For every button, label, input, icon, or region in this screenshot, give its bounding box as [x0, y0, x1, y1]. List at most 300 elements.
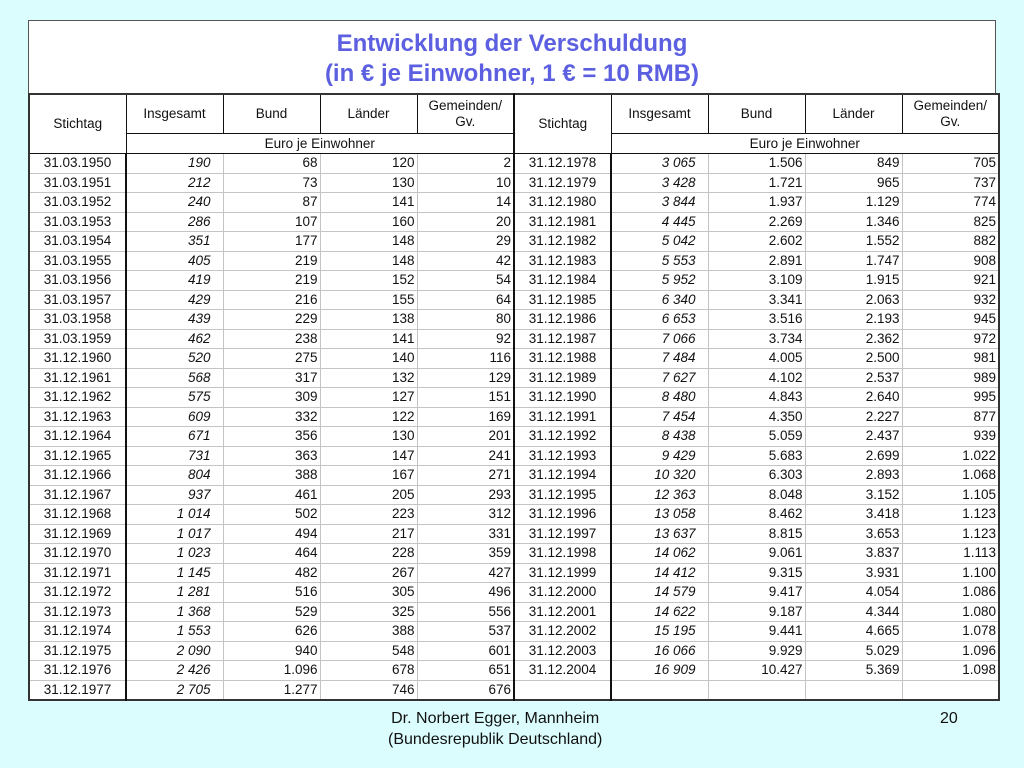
right-laender-cell: 3.931 [805, 563, 902, 583]
header-laender-left: Länder [320, 94, 417, 134]
right-date-cell: 31.12.1998 [514, 544, 611, 564]
left-date-cell: 31.03.1953 [29, 212, 126, 232]
table-row [29, 368, 999, 388]
left-date-cell: 31.03.1952 [29, 193, 126, 213]
header-gemeinden-left [417, 94, 514, 134]
right-insgesamt-cell: 10 320 [611, 466, 708, 486]
right-date-cell: 31.12.1995 [514, 485, 611, 505]
left-date-cell: 31.03.1950 [29, 154, 126, 174]
left-laender-cell: 141 [320, 193, 417, 213]
left-insgesamt-cell: 286 [126, 212, 223, 232]
left-bund-cell: 219 [223, 271, 320, 291]
left-gemeinden-cell: 271 [417, 466, 514, 486]
right-laender-cell: 2.640 [805, 388, 902, 408]
right-date-cell: 31.12.1990 [514, 388, 611, 408]
left-date-cell: 31.12.1967 [29, 485, 126, 505]
right-gemeinden-cell: 1.078 [902, 622, 999, 642]
right-insgesamt-cell: 13 058 [611, 505, 708, 525]
left-laender-cell: 127 [320, 388, 417, 408]
table-row [29, 583, 999, 603]
right-date-cell: 31.12.1999 [514, 563, 611, 583]
table-row [29, 661, 999, 681]
right-date-cell: 31.12.2003 [514, 641, 611, 661]
right-gemeinden-cell: 1.113 [902, 544, 999, 564]
table-row [29, 173, 999, 193]
left-date-cell: 31.03.1959 [29, 329, 126, 349]
left-date-cell: 31.12.1973 [29, 602, 126, 622]
right-gemeinden-cell: 945 [902, 310, 999, 330]
left-bund-cell: 73 [223, 173, 320, 193]
right-date-cell: 31.12.1987 [514, 329, 611, 349]
right-date-cell: 31.12.1992 [514, 427, 611, 447]
right-laender-cell: 2.893 [805, 466, 902, 486]
right-gemeinden-cell: 877 [902, 407, 999, 427]
right-laender-cell: 2.063 [805, 290, 902, 310]
right-insgesamt-cell: 14 062 [611, 544, 708, 564]
right-bund-cell: 9.417 [708, 583, 805, 603]
right-bund-cell: 8.462 [708, 505, 805, 525]
left-bund-cell: 940 [223, 641, 320, 661]
right-date-cell: 31.12.1994 [514, 466, 611, 486]
right-laender-cell: 849 [805, 154, 902, 174]
left-date-cell: 31.12.1975 [29, 641, 126, 661]
right-bund-cell: 10.427 [708, 661, 805, 681]
unit-label-left: Euro je Einwohner [126, 134, 514, 154]
right-bund-cell: 4.005 [708, 349, 805, 369]
left-insgesamt-cell: 520 [126, 349, 223, 369]
right-insgesamt-cell: 8 480 [611, 388, 708, 408]
right-gemeinden-cell: 774 [902, 193, 999, 213]
left-date-cell: 31.12.1961 [29, 368, 126, 388]
table-row [29, 563, 999, 583]
left-gemeinden-cell: 496 [417, 583, 514, 603]
right-gemeinden-cell: 825 [902, 212, 999, 232]
left-laender-cell: 746 [320, 680, 417, 700]
table-row [29, 193, 999, 213]
left-insgesamt-cell: 671 [126, 427, 223, 447]
right-date-cell: 31.12.2002 [514, 622, 611, 642]
right-laender-cell: 1.915 [805, 271, 902, 291]
header-insgesamt-right: Insgesamt [611, 94, 708, 134]
right-insgesamt-cell: 14 622 [611, 602, 708, 622]
right-gemeinden-cell: 705 [902, 154, 999, 174]
left-bund-cell: 494 [223, 524, 320, 544]
right-gemeinden-cell: 1.096 [902, 641, 999, 661]
left-date-cell: 31.03.1951 [29, 173, 126, 193]
left-laender-cell: 138 [320, 310, 417, 330]
right-laender-cell: 5.369 [805, 661, 902, 681]
right-insgesamt-cell: 3 065 [611, 154, 708, 174]
left-insgesamt-cell: 351 [126, 232, 223, 252]
left-date-cell: 31.12.1970 [29, 544, 126, 564]
right-bund-cell: 3.734 [708, 329, 805, 349]
footer-author-line1: Dr. Norbert Egger, Mannheim [391, 710, 600, 727]
right-laender-cell: 3.418 [805, 505, 902, 525]
right-gemeinden-cell: 989 [902, 368, 999, 388]
left-bund-cell: 216 [223, 290, 320, 310]
left-insgesamt-cell: 405 [126, 251, 223, 271]
left-bund-cell: 317 [223, 368, 320, 388]
debt-table [28, 93, 1000, 701]
left-insgesamt-cell: 1 368 [126, 602, 223, 622]
table-row [29, 485, 999, 505]
left-laender-cell: 130 [320, 173, 417, 193]
left-insgesamt-cell: 2 090 [126, 641, 223, 661]
left-gemeinden-cell: 601 [417, 641, 514, 661]
right-gemeinden-cell: 1.068 [902, 466, 999, 486]
right-date-cell: 31.12.1981 [514, 212, 611, 232]
right-date-cell: 31.12.2004 [514, 661, 611, 681]
footer-author [388, 708, 602, 750]
left-laender-cell: 160 [320, 212, 417, 232]
right-laender-cell: 2.537 [805, 368, 902, 388]
table-row [29, 544, 999, 564]
right-bund-cell: 9.441 [708, 622, 805, 642]
header-stichtag-right: Stichtag [514, 94, 611, 154]
left-gemeinden-cell: 331 [417, 524, 514, 544]
right-date-cell: 31.12.1985 [514, 290, 611, 310]
left-laender-cell: 305 [320, 583, 417, 603]
right-gemeinden-cell: 995 [902, 388, 999, 408]
right-insgesamt-cell: 6 653 [611, 310, 708, 330]
left-laender-cell: 678 [320, 661, 417, 681]
right-date-cell: 31.12.1997 [514, 524, 611, 544]
right-insgesamt-cell: 7 454 [611, 407, 708, 427]
header-stichtag-left: Stichtag [29, 94, 126, 154]
right-laender-cell: 2.193 [805, 310, 902, 330]
right-bund-cell: 3.109 [708, 271, 805, 291]
right-gemeinden-cell: 1.098 [902, 661, 999, 681]
left-laender-cell: 155 [320, 290, 417, 310]
left-insgesamt-cell: 937 [126, 485, 223, 505]
left-insgesamt-cell: 575 [126, 388, 223, 408]
right-gemeinden-cell: 1.123 [902, 524, 999, 544]
right-laender-cell: 3.837 [805, 544, 902, 564]
left-laender-cell: 122 [320, 407, 417, 427]
right-date-cell: 31.12.1991 [514, 407, 611, 427]
left-laender-cell: 132 [320, 368, 417, 388]
table-row [29, 290, 999, 310]
right-bund-cell: 5.059 [708, 427, 805, 447]
unit-label-right: Euro je Einwohner [611, 134, 999, 154]
table-row [29, 602, 999, 622]
left-laender-cell: 548 [320, 641, 417, 661]
right-gemeinden-cell: 737 [902, 173, 999, 193]
left-gemeinden-cell: 169 [417, 407, 514, 427]
left-insgesamt-cell: 429 [126, 290, 223, 310]
right-insgesamt-cell: 7 066 [611, 329, 708, 349]
left-insgesamt-cell: 568 [126, 368, 223, 388]
left-insgesamt-cell: 609 [126, 407, 223, 427]
right-bund-cell: 2.891 [708, 251, 805, 271]
left-date-cell: 31.12.1965 [29, 446, 126, 466]
right-laender-cell: 1.129 [805, 193, 902, 213]
left-date-cell: 31.12.1976 [29, 661, 126, 681]
left-bund-cell: 1.096 [223, 661, 320, 681]
left-date-cell: 31.12.1971 [29, 563, 126, 583]
right-bund-cell: 8.815 [708, 524, 805, 544]
left-date-cell: 31.12.1962 [29, 388, 126, 408]
table-row [29, 641, 999, 661]
left-bund-cell: 502 [223, 505, 320, 525]
right-insgesamt-cell: 7 627 [611, 368, 708, 388]
right-gemeinden-cell: 1.080 [902, 602, 999, 622]
left-laender-cell: 147 [320, 446, 417, 466]
right-insgesamt-cell: 5 042 [611, 232, 708, 252]
left-date-cell: 31.03.1954 [29, 232, 126, 252]
left-insgesamt-cell: 2 705 [126, 680, 223, 700]
left-gemeinden-cell: 651 [417, 661, 514, 681]
header-gemeinden-line2: Gv. [455, 114, 476, 129]
left-bund-cell: 332 [223, 407, 320, 427]
left-date-cell: 31.03.1958 [29, 310, 126, 330]
right-bund-cell: 4.350 [708, 407, 805, 427]
left-gemeinden-cell: 129 [417, 368, 514, 388]
left-gemeinden-cell: 359 [417, 544, 514, 564]
right-laender-cell: 4.665 [805, 622, 902, 642]
left-laender-cell: 148 [320, 232, 417, 252]
left-date-cell: 31.12.1960 [29, 349, 126, 369]
left-gemeinden-cell: 54 [417, 271, 514, 291]
right-gemeinden-cell: 1.123 [902, 505, 999, 525]
left-bund-cell: 107 [223, 212, 320, 232]
left-gemeinden-cell: 116 [417, 349, 514, 369]
right-date-cell: 31.12.1996 [514, 505, 611, 525]
left-laender-cell: 217 [320, 524, 417, 544]
right-laender-cell: 2.437 [805, 427, 902, 447]
left-insgesamt-cell: 439 [126, 310, 223, 330]
left-insgesamt-cell: 240 [126, 193, 223, 213]
left-date-cell: 31.12.1968 [29, 505, 126, 525]
header-bund-left: Bund [223, 94, 320, 134]
left-bund-cell: 529 [223, 602, 320, 622]
left-laender-cell: 205 [320, 485, 417, 505]
left-laender-cell: 120 [320, 154, 417, 174]
right-bund-cell: 5.683 [708, 446, 805, 466]
left-bund-cell: 238 [223, 329, 320, 349]
table-row [29, 271, 999, 291]
right-laender-cell: 2.500 [805, 349, 902, 369]
left-date-cell: 31.12.1977 [29, 680, 126, 700]
left-gemeinden-cell: 676 [417, 680, 514, 700]
right-insgesamt-cell: 3 428 [611, 173, 708, 193]
right-bund-cell: 6.303 [708, 466, 805, 486]
right-bund-cell: 4.102 [708, 368, 805, 388]
right-bund-cell: 1.506 [708, 154, 805, 174]
left-gemeinden-cell: 151 [417, 388, 514, 408]
left-laender-cell: 152 [320, 271, 417, 291]
right-gemeinden-cell: 1.105 [902, 485, 999, 505]
right-bund-cell: 1.937 [708, 193, 805, 213]
right-date-cell: 31.12.1982 [514, 232, 611, 252]
left-date-cell: 31.12.1964 [29, 427, 126, 447]
right-laender-cell [805, 680, 902, 700]
left-insgesamt-cell: 1 023 [126, 544, 223, 564]
right-gemeinden-cell: 1.022 [902, 446, 999, 466]
left-date-cell: 31.12.1969 [29, 524, 126, 544]
table-row [29, 349, 999, 369]
right-date-cell: 31.12.1989 [514, 368, 611, 388]
table-row [29, 251, 999, 271]
right-insgesamt-cell [611, 680, 708, 700]
left-gemeinden-cell: 29 [417, 232, 514, 252]
right-date-cell: 31.12.1988 [514, 349, 611, 369]
right-bund-cell: 9.315 [708, 563, 805, 583]
left-bund-cell: 356 [223, 427, 320, 447]
left-date-cell: 31.12.1966 [29, 466, 126, 486]
right-date-cell: 31.12.1978 [514, 154, 611, 174]
table-row [29, 427, 999, 447]
left-bund-cell: 309 [223, 388, 320, 408]
right-laender-cell: 1.346 [805, 212, 902, 232]
right-insgesamt-cell: 16 066 [611, 641, 708, 661]
table-row [29, 388, 999, 408]
left-insgesamt-cell: 1 017 [126, 524, 223, 544]
left-bund-cell: 229 [223, 310, 320, 330]
right-date-cell [514, 680, 611, 700]
left-bund-cell: 363 [223, 446, 320, 466]
right-gemeinden-cell: 921 [902, 271, 999, 291]
right-insgesamt-cell: 3 844 [611, 193, 708, 213]
right-laender-cell: 2.362 [805, 329, 902, 349]
table-row [29, 680, 999, 700]
right-date-cell: 31.12.1983 [514, 251, 611, 271]
table-row [29, 505, 999, 525]
left-gemeinden-cell: 14 [417, 193, 514, 213]
left-laender-cell: 388 [320, 622, 417, 642]
right-date-cell: 31.12.1980 [514, 193, 611, 213]
left-bund-cell: 482 [223, 563, 320, 583]
left-bund-cell: 87 [223, 193, 320, 213]
left-gemeinden-cell: 64 [417, 290, 514, 310]
left-date-cell: 31.12.1963 [29, 407, 126, 427]
header-insgesamt-left: Insgesamt [126, 94, 223, 134]
left-insgesamt-cell: 2 426 [126, 661, 223, 681]
header-row [29, 94, 999, 134]
left-laender-cell: 130 [320, 427, 417, 447]
left-gemeinden-cell: 312 [417, 505, 514, 525]
table-row [29, 310, 999, 330]
right-gemeinden-cell: 981 [902, 349, 999, 369]
right-gemeinden-cell: 972 [902, 329, 999, 349]
left-laender-cell: 223 [320, 505, 417, 525]
left-date-cell: 31.03.1955 [29, 251, 126, 271]
right-bund-cell [708, 680, 805, 700]
right-insgesamt-cell: 4 445 [611, 212, 708, 232]
right-insgesamt-cell: 12 363 [611, 485, 708, 505]
left-laender-cell: 167 [320, 466, 417, 486]
right-bund-cell: 3.341 [708, 290, 805, 310]
left-insgesamt-cell: 804 [126, 466, 223, 486]
right-laender-cell: 2.227 [805, 407, 902, 427]
right-bund-cell: 4.843 [708, 388, 805, 408]
left-date-cell: 31.03.1957 [29, 290, 126, 310]
left-bund-cell: 461 [223, 485, 320, 505]
right-date-cell: 31.12.1984 [514, 271, 611, 291]
left-laender-cell: 148 [320, 251, 417, 271]
header-gemeinden-line2: Gv. [940, 114, 961, 129]
right-bund-cell: 9.929 [708, 641, 805, 661]
left-gemeinden-cell: 556 [417, 602, 514, 622]
left-laender-cell: 325 [320, 602, 417, 622]
left-insgesamt-cell: 419 [126, 271, 223, 291]
left-date-cell: 31.12.1972 [29, 583, 126, 603]
footer-author-line2: (Bundesrepublik Deutschland) [388, 731, 603, 748]
left-gemeinden-cell: 2 [417, 154, 514, 174]
right-gemeinden-cell: 939 [902, 427, 999, 447]
right-laender-cell: 3.152 [805, 485, 902, 505]
left-gemeinden-cell: 241 [417, 446, 514, 466]
left-gemeinden-cell: 80 [417, 310, 514, 330]
right-bund-cell: 9.187 [708, 602, 805, 622]
table-row [29, 407, 999, 427]
right-insgesamt-cell: 16 909 [611, 661, 708, 681]
right-laender-cell: 4.344 [805, 602, 902, 622]
slide-title-box [28, 20, 996, 93]
table-row [29, 232, 999, 252]
left-insgesamt-cell: 1 014 [126, 505, 223, 525]
right-gemeinden-cell: 882 [902, 232, 999, 252]
right-date-cell: 31.12.2001 [514, 602, 611, 622]
left-laender-cell: 140 [320, 349, 417, 369]
left-gemeinden-cell: 427 [417, 563, 514, 583]
table-row [29, 524, 999, 544]
left-bund-cell: 626 [223, 622, 320, 642]
right-date-cell: 31.12.1986 [514, 310, 611, 330]
right-date-cell: 31.12.1993 [514, 446, 611, 466]
right-gemeinden-cell: 1.086 [902, 583, 999, 603]
left-insgesamt-cell: 462 [126, 329, 223, 349]
header-gemeinden-right [902, 94, 999, 134]
left-gemeinden-cell: 42 [417, 251, 514, 271]
header-gemeinden-line1: Gemeinden/ [428, 98, 503, 113]
right-insgesamt-cell: 14 412 [611, 563, 708, 583]
right-insgesamt-cell: 13 637 [611, 524, 708, 544]
right-bund-cell: 2.602 [708, 232, 805, 252]
left-gemeinden-cell: 201 [417, 427, 514, 447]
right-insgesamt-cell: 9 429 [611, 446, 708, 466]
right-bund-cell: 8.048 [708, 485, 805, 505]
right-insgesamt-cell: 5 553 [611, 251, 708, 271]
left-insgesamt-cell: 1 281 [126, 583, 223, 603]
left-laender-cell: 267 [320, 563, 417, 583]
table-row [29, 466, 999, 486]
table-row [29, 622, 999, 642]
right-laender-cell: 5.029 [805, 641, 902, 661]
left-laender-cell: 228 [320, 544, 417, 564]
table-row [29, 446, 999, 466]
right-insgesamt-cell: 6 340 [611, 290, 708, 310]
left-gemeinden-cell: 92 [417, 329, 514, 349]
left-bund-cell: 516 [223, 583, 320, 603]
left-date-cell: 31.03.1956 [29, 271, 126, 291]
table-row [29, 212, 999, 232]
right-laender-cell: 4.054 [805, 583, 902, 603]
right-insgesamt-cell: 15 195 [611, 622, 708, 642]
right-laender-cell: 1.552 [805, 232, 902, 252]
right-bund-cell: 3.516 [708, 310, 805, 330]
table-row [29, 329, 999, 349]
right-insgesamt-cell: 5 952 [611, 271, 708, 291]
right-gemeinden-cell [902, 680, 999, 700]
right-date-cell: 31.12.2000 [514, 583, 611, 603]
left-insgesamt-cell: 1 553 [126, 622, 223, 642]
left-insgesamt-cell: 190 [126, 154, 223, 174]
left-bund-cell: 464 [223, 544, 320, 564]
header-laender-right: Länder [805, 94, 902, 134]
left-bund-cell: 177 [223, 232, 320, 252]
slide-title: Entwicklung der Verschuldung [336, 30, 688, 57]
